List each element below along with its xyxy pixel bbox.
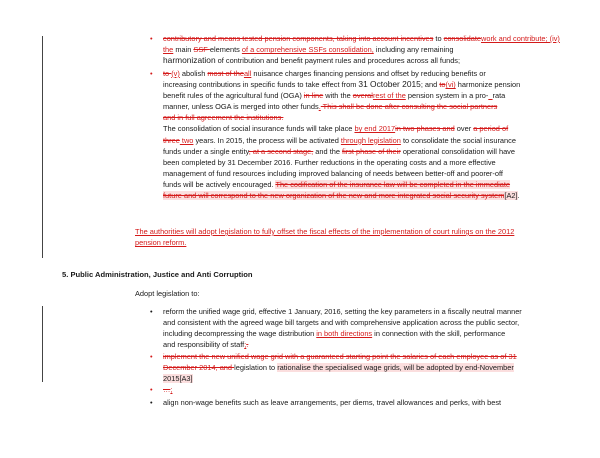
text-run: The authorities will adopt legislation to fully offset the fiscal effects of the implementation of court rulings on the 2012 <box>135 227 515 236</box>
text-run: benefit rules of the agricultural fund (OGA) <box>163 91 304 101</box>
deleted-text: three <box>163 135 180 145</box>
deleted-text: overal <box>352 91 373 101</box>
list-item-text <box>163 397 570 408</box>
text-run: and responsibility of staff <box>163 340 245 350</box>
comment-marker[interactable]: [A2] <box>504 191 518 201</box>
inserted-paragraph <box>135 226 575 248</box>
text-run: including any remaining <box>373 45 454 55</box>
commented-text: rationalise the specialised wage grids, will be adopted by end-November <box>277 363 514 373</box>
text-run: elements <box>209 45 242 55</box>
inserted-text: . <box>318 102 321 112</box>
inserted-text: through legislation <box>340 135 401 145</box>
list-item-text <box>163 384 570 395</box>
inserted-text: all <box>243 69 252 78</box>
text-run: . <box>517 191 520 201</box>
deleted-text: , at a second stage, <box>248 146 314 156</box>
comment-marker[interactable]: 2015[A3] <box>163 374 193 384</box>
text-run: funds under a single entity <box>163 146 249 156</box>
text-run: nuisance charges financing pensions and offset by reducing benefits or <box>251 69 486 78</box>
revision-bar <box>42 36 43 258</box>
inserted-text: two <box>179 135 194 145</box>
text-run: operational consolidation will have <box>400 146 515 156</box>
inserted-text: ; <box>170 385 173 394</box>
inserted-text: by end 2017 <box>354 124 396 134</box>
inserted-text: (v) <box>171 69 180 78</box>
deleted-text: … <box>163 385 171 394</box>
inserted-text: of a comprehensive SSFs consolidation, <box>241 45 374 55</box>
list-item-text <box>163 68 570 201</box>
text-run: and the <box>313 146 343 156</box>
list-item-text <box>163 33 570 66</box>
inserted-text: in both directions <box>316 329 373 339</box>
deleted-text: first phase of their <box>342 146 401 156</box>
bullet-marker: • <box>150 352 153 361</box>
deleted-text: to <box>439 80 446 90</box>
inserted-text: _ <box>488 91 493 101</box>
revision-bar <box>42 306 43 382</box>
deleted-text: implement the new unified wage grid with a guaranteed starting point the salaries of each employee as of 31 <box>163 352 517 361</box>
deleted-text: to <box>163 69 172 78</box>
text-run: of contribution and benefit payment rules and procedures across all funds; <box>215 56 461 66</box>
deleted-text: most of the <box>207 69 244 78</box>
inserted-text: (vi) <box>445 80 456 90</box>
deleted-text: a period of <box>473 124 509 134</box>
deleted-text: . <box>246 340 249 350</box>
bullet-marker: • <box>150 34 153 43</box>
inserted-text: work and contribute; (iv) the <box>163 34 560 55</box>
inserted-text: rest of the <box>372 91 406 101</box>
bullet-marker: • <box>150 307 153 316</box>
text-run: including decompressing the wage distribution <box>163 329 317 339</box>
deleted-text: in line <box>303 91 324 101</box>
list-item-text <box>163 351 570 384</box>
inserted-text: ; <box>244 340 247 350</box>
text-run: in connection with the skill, performance <box>372 329 506 339</box>
deleted-text: contributory and means tested pension components, taking into account incentives <box>163 34 434 43</box>
text-run: years. In 2015, the process will be activated <box>193 135 341 145</box>
text-run: legislation to <box>234 363 278 373</box>
text-run: rata <box>492 91 506 101</box>
text-run: pension reform. <box>135 238 187 248</box>
text-run: to consolidate the social insurance <box>400 135 516 145</box>
bullet-marker: • <box>150 398 153 407</box>
deleted-text: consolidate <box>443 34 482 43</box>
text-run: funds will be actively encouraged. <box>163 179 276 189</box>
text-run: to <box>433 34 444 43</box>
deleted-text: The codification of the insurance law will be completed in the immediate <box>275 179 511 189</box>
text-run: ; and <box>420 80 440 90</box>
deleted-text: SSF <box>193 45 210 55</box>
deleted-text: This shall be done after consulting the social partners <box>320 102 498 112</box>
text-run: harmonization <box>163 55 216 66</box>
text-run: over <box>454 124 474 134</box>
text-run: manner, unless OGA is merged into other funds <box>163 102 319 112</box>
bullet-marker: • <box>150 69 153 78</box>
text-run: 31 October 2015 <box>358 79 421 90</box>
text-run: with the <box>323 91 353 101</box>
bullet-marker: • <box>150 385 153 394</box>
text-run: management of fund resources including improved balancing of needs between better-off and poorer-off <box>163 168 503 178</box>
deleted-text: future and will correspond to the new organization of the new and more integrated social security system <box>163 191 505 201</box>
text-run: and consistent with the agreed wage bill targets and with comprehensive application across the public sector, <box>163 318 520 328</box>
text-run: harmonize pension <box>455 80 521 90</box>
deleted-text: and in full agreement the institutions. <box>163 113 284 123</box>
text-run: reform the unified wage grid, effective 1 January, 2016, setting the key parameters in a fiscally neutral manner <box>163 307 522 316</box>
text-run: pension system in a pro- <box>405 91 489 101</box>
text-run: align non-wage benefits such as leave arrangements, per diems, travel allowances and perks, with best <box>163 398 502 407</box>
list-item-text <box>163 306 570 350</box>
deleted-text: in two phases and <box>395 124 455 134</box>
section-heading: 5. Public Administration, Justice and Anti Corruption <box>62 270 253 279</box>
text-run: increasing contributions in specific funds to take effect from <box>163 80 359 90</box>
deleted-text: December 2014, and <box>163 363 235 373</box>
intro-text: Adopt legislation to: <box>135 289 200 298</box>
text-run: main <box>173 45 194 55</box>
text-run: been completed by 31 December 2016. Further reductions in the operating costs and a more effective <box>163 157 496 167</box>
text-run: The consolidation of social insurance funds will take place <box>163 124 355 134</box>
text-run: abolish <box>179 69 208 78</box>
